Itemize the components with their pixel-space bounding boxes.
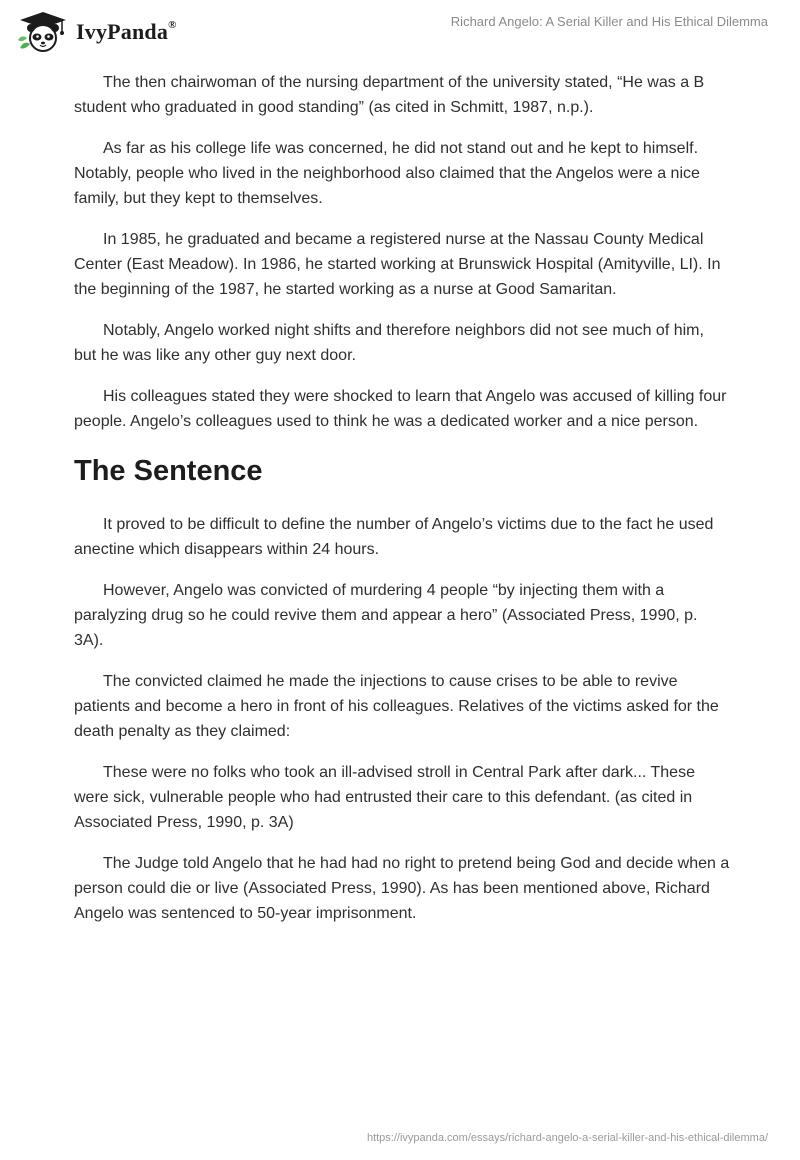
paragraph: In 1985, he graduated and became a registered nurse at the Nassau County Medical Center (East Meadow). In 1986, he started working at Brunswick Hospital (Amityville, LI). In the beginning of the 1987, he started working as a nurse at Good Samaritan. xyxy=(74,231,721,298)
paragraph: The convicted claimed he made the injections to cause crises to be able to revive patients and become a hero in front of his colleagues. Relatives of the victims asked for the death penalty as they claimed: xyxy=(74,673,719,740)
block-quote: These were no folks who took an ill-advised stroll in Central Park after dark... These were sick, vulnerable people who had entrusted their care to this defendant. (as cited in Associated Press, 1990, p. 3A) xyxy=(74,764,695,831)
paragraph: However, Angelo was convicted of murdering 4 people “by injecting them with a paralyzing drug so he could revive them and appear a hero” (Associated Press, 1990, p. 3A). xyxy=(74,582,698,649)
essay-content xyxy=(74,70,730,942)
paragraph: His colleagues stated they were shocked to learn that Angelo was accused of killing four people. Angelo’s colleagues used to think he was a dedicated worker and a nice person. xyxy=(74,388,727,430)
paragraph: The then chairwoman of the nursing department of the university stated, “He was a B student who graduated in good standing” (as cited in Schmitt, 1987, n.p.). xyxy=(74,74,705,116)
paragraph: As far as his college life was concerned, he did not stand out and he kept to himself. Notably, people who lived in the neighborhood also claimed that the Angelos were a nice family, but they kept to themselves. xyxy=(74,140,700,207)
paragraph: The Judge told Angelo that he had had no right to pretend being God and decide when a person could die or live (Associated Press, 1990). As has been mentioned above, Richard Angelo was sentenced to 50-year imprisonment. xyxy=(74,855,730,922)
document-title: Richard Angelo: A Serial Killer and His Ethical Dilemma xyxy=(450,14,768,29)
brand-name: IvyPanda® xyxy=(76,18,177,44)
page-header xyxy=(0,0,800,70)
brand-logo[interactable] xyxy=(16,10,177,54)
paragraph: Notably, Angelo worked night shifts and therefore neighbors did not see much of him, but he was like any other guy next door. xyxy=(74,322,704,364)
paragraph: It proved to be difficult to define the number of Angelo’s victims due to the fact he used anectine which disappears within 24 hours. xyxy=(74,516,714,558)
source-url-link[interactable]: https://ivypanda.com/essays/richard-angelo-a-serial-killer-and-his-ethical-dilemma/ xyxy=(366,1132,768,1144)
section-heading: The Sentence xyxy=(74,455,263,487)
panda-logo-icon xyxy=(16,10,70,54)
